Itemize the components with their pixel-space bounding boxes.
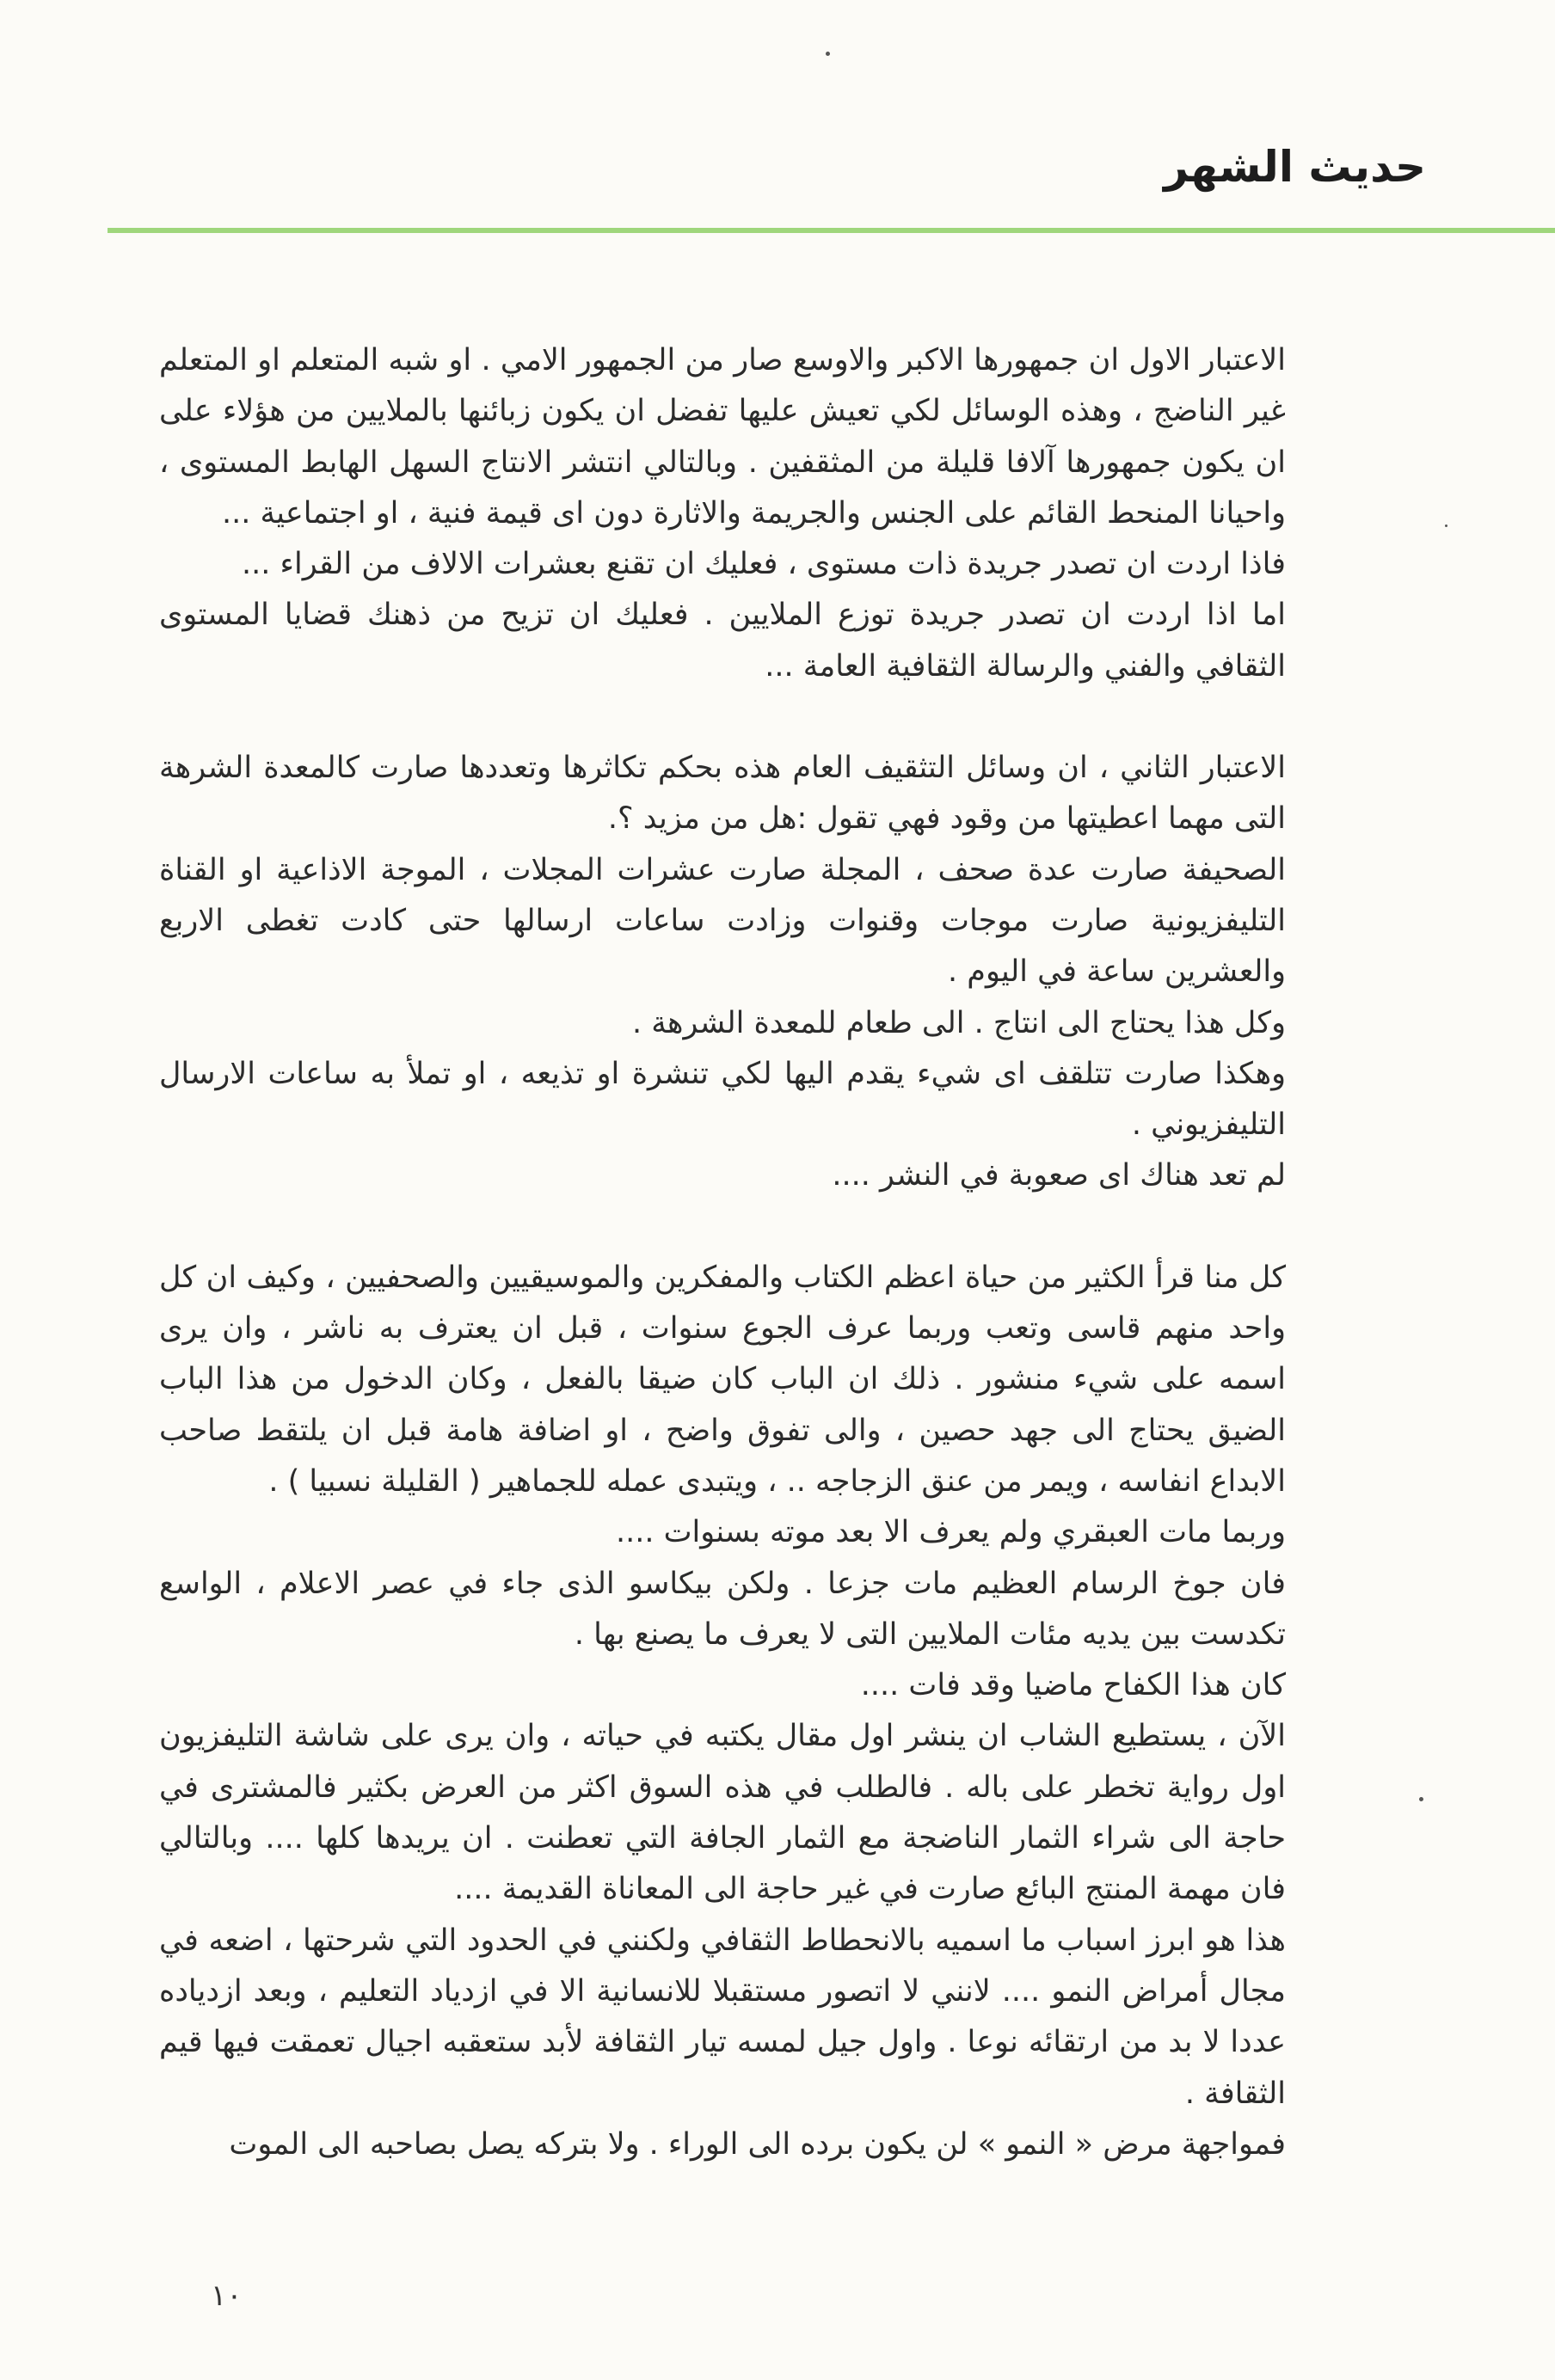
paragraph: اما اذا اردت ان تصدر جريدة توزع الملايين . فعليك ان تزيح من ذهنك قضايا المستوى الثقافي والفني والرسالة الثقافية العامة ... <box>159 598 1286 684</box>
masthead-title: حديث الشهر <box>1164 142 1426 192</box>
paragraph: فان جوخ الرسام العظيم مات جزعا . ولكن بيكاسو الذى جاء في عصر الاعلام ، الواسع تكدست بين يديه مئات الملايين التى لا يعرف ما يصنع بها . <box>159 1566 1286 1652</box>
header-rule <box>108 228 1555 233</box>
section-gap <box>159 692 1286 743</box>
paragraph: الصحيفة صارت عدة صحف ، المجلة صارت عشرات المجلات ، الموجة الاذاعية او القناة التليفزيونية صارت موجات وقنوات وزادت ساعات ارسالها حتى كادت تغطى الاربع والعشرين ساعة في اليوم . <box>159 852 1286 990</box>
paragraph: الآن ، يستطيع الشاب ان ينشر اول مقال يكتبه في حياته ، وان يرى على شاشة التليفزيون اول رواية تخطر على باله . فالطلب في هذه السوق اكثر من العرض بكثير فالمشترى في حاجة الى شراء الثمار الناضجة مع الثمار الجافة التي تعطنت . ان يريدها كلها .... وبالتالي فان مهمة المنتج البائع صارت في غير حاجة الى المعاناة القديمة .... <box>159 1719 1286 1907</box>
paragraph: الاعتبار الثاني ، ان وسائل التثقيف العام هذه بحكم تكاثرها وتعددها صارت كالمعدة الشرهة التى مهما اعطيتها من وقود فهي تقول :هل من مزيد ؟. <box>159 751 1286 837</box>
paper-speck <box>1445 524 1447 527</box>
paragraph: وكل هذا يحتاج الى انتاج . الى طعام للمعدة الشرهة . <box>632 1005 1286 1040</box>
section-gap <box>159 1202 1286 1253</box>
paragraph: وهكذا صارت تتلقف اى شيء يقدم اليها لكي تنشرة او تذيعه ، او تملأ به ساعات الارسال التليفزيوني . <box>159 1056 1286 1143</box>
paragraph: كان هذا الكفاح ماضيا وقد فات .... <box>860 1668 1286 1703</box>
paper-speck <box>1419 1797 1423 1801</box>
paper-speck <box>826 52 830 56</box>
article-body <box>159 335 1286 2170</box>
page-number: ١٠ <box>211 2279 243 2313</box>
paragraph: هذا هو ابرز اسباب ما اسميه بالانحطاط الثقافي ولكنني في الحدود التي شرحتها ، اضعه في مجال أمراض النمو .... لانني لا اتصور مستقبلا للانسانية الا في ازدياد التعليم ، وبعد ازدياده عددا لا بد من ارتقائه نوعا . واول جيل لمسه تيار الثقافة لأبد ستعقبه اجيال تعمقت فيها قيم الثقافة . <box>159 1923 1286 2111</box>
paragraph: كل منا قرأ الكثير من حياة اعظم الكتاب والمفكرين والموسيقيين والصحفيين ، وكيف ان كل واحد منهم قاسى وتعب وربما عرف الجوع سنوات ، قبل ان يعترف به ناشر ، وان يرى اسمه على شيء منشور . ذلك ان الباب كان ضيقا بالفعل ، وكان الدخول من هذا الباب الضيق يحتاج الى جهد حصين ، والى تفوق واضح ، او اضافة هامة قبل ان يلتقط صاحب الابداع انفاسه ، ويمر من عنق الزجاجه .. ، ويتبدى عمله للجماهير ( القليلة نسبيا ) . <box>159 1260 1286 1499</box>
paragraph: لم تعد هناك اى صعوبة في النشر .... <box>832 1158 1286 1193</box>
paragraph: فمواجهة مرض « النمو » لن يكون برده الى الوراء . ولا بتركه يصل بصاحبه الى الموت <box>229 2126 1286 2162</box>
paragraph: فاذا اردت ان تصدر جريدة ذات مستوى ، فعليك ان تقنع بعشرات الالاف من القراء ... <box>242 547 1286 582</box>
paragraph: الاعتبار الاول ان جمهورها الاكبر والاوسع صار من الجمهور الامي . او شبه المتعلم او المتعلم غير الناضج ، وهذه الوسائل لكي تعيش عليها تفضل ان يكون زبائنها بالملايين من هؤلاء على ان يكون جمهورها آلافا قليلة من المثقفين . وبالتالي انتشر الانتاج السهل الهابط المستوى ، واحيانا المنحط القائم على الجنس والجريمة والاثارة دون اى قيمة فنية ، او اجتماعية ... <box>159 343 1286 531</box>
paragraph: وربما مات العبقري ولم يعرف الا بعد موته بسنوات .... <box>615 1515 1286 1550</box>
